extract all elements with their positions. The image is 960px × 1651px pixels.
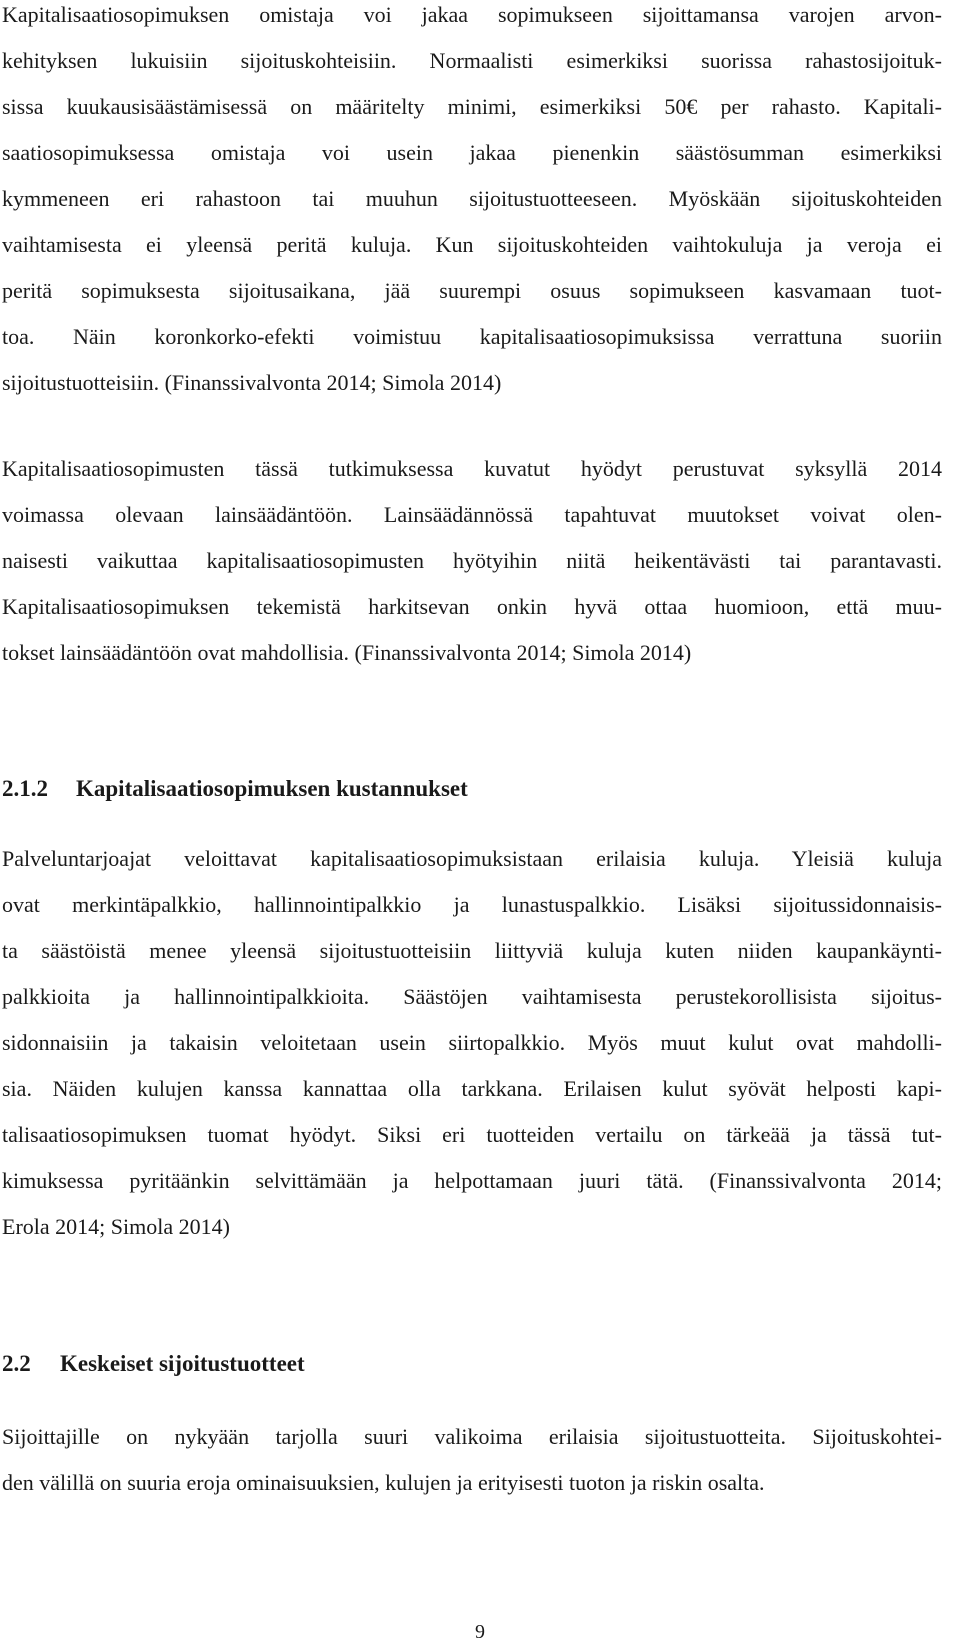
text-line: voimassa olevaan lainsäädäntöön. Lainsäädännössä tapahtuvat muutokset voivat olen- — [2, 502, 942, 527]
text-line: peritä sopimuksesta sijoitusaikana, jää suurempi osuus sopimukseen kasvamaan tuot- — [2, 278, 942, 303]
text-line: palkkioita ja hallinnointipalkkioita. Säästöjen vaihtamisesta perustekorollisista sijoitus- — [2, 984, 942, 1009]
text-line: Palveluntarjoajat veloittavat kapitalisaatiosopimuksistaan erilaisia kuluja. Yleisiä kuluja — [2, 846, 942, 871]
text-line: naisesti vaikuttaa kapitalisaatiosopimusten hyötyihin niitä heikentävästi tai parantavasti. — [2, 548, 942, 573]
section-number: 2.1.2 — [2, 776, 48, 801]
section-heading — [2, 774, 468, 804]
text-line: Kapitalisaatiosopimuksen tekemistä harkitsevan onkin hyvä ottaa huomioon, että muu- — [2, 594, 942, 619]
section-heading — [2, 1349, 305, 1379]
text-line: Sijoittajille on nykyään tarjolla suuri valikoima erilaisia sijoitustuotteita. Sijoituskohtei- — [2, 1424, 942, 1449]
text-line: Erola 2014; Simola 2014) — [2, 1214, 230, 1239]
text-line: sissa kuukausisäästämisessä on määritelty minimi, esimerkiksi 50€ per rahasto. Kapitali- — [2, 94, 942, 119]
text-line: tokset lainsäädäntöön ovat mahdollisia. (Finanssivalvonta 2014; Simola 2014) — [2, 640, 692, 665]
text-line: sia. Näiden kulujen kanssa kannattaa olla tarkkana. Erilaisen kulut syövät helposti kapi- — [2, 1076, 942, 1101]
text-line: ovat merkintäpalkkio, hallinnointipalkkio ja lunastuspalkkio. Lisäksi sijoitussidonnaisis- — [2, 892, 942, 917]
section-title: Kapitalisaatiosopimuksen kustannukset — [76, 776, 468, 801]
text-line: den välillä on suuria eroja ominaisuuksien, kulujen ja erityisesti tuoton ja riskin osalta. — [2, 1470, 765, 1495]
text-line: sijoitustuotteisiin. (Finanssivalvonta 2014; Simola 2014) — [2, 370, 502, 395]
text-line: toa. Näin koronkorko-efekti voimistuu kapitalisaatiosopimuksissa verrattuna suoriin — [2, 324, 942, 349]
section-number: 2.2 — [2, 1351, 31, 1376]
text-line: kimuksessa pyritäänkin selvittämään ja helpottamaan juuri tätä. (Finanssivalvonta 2014; — [2, 1168, 942, 1193]
text-line: kehityksen lukuisiin sijoituskohteisiin. Normaalisti esimerkiksi suorissa rahastosijoituk- — [2, 48, 942, 73]
page-number: 9 — [475, 1621, 485, 1643]
text-line: sidonnaisiin ja takaisin veloitetaan usein siirtopalkkio. Myös muut kulut ovat mahdolli- — [2, 1030, 942, 1055]
text-line: kymmeneen eri rahastoon tai muuhun sijoitustuotteeseen. Myöskään sijoituskohteiden — [2, 186, 942, 211]
text-line: Kapitalisaatiosopimuksen omistaja voi jakaa sopimukseen sijoittamansa varojen arvon- — [2, 2, 942, 27]
text-line: talisaatiosopimuksen tuomat hyödyt. Siksi eri tuotteiden vertailu on tärkeää ja tässä tut- — [2, 1122, 942, 1147]
text-line: Kapitalisaatiosopimusten tässä tutkimuksessa kuvatut hyödyt perustuvat syksyllä 2014 — [2, 456, 942, 481]
section-title: Keskeiset sijoitustuotteet — [60, 1351, 305, 1376]
text-line: ta säästöistä menee yleensä sijoitustuotteisiin liittyviä kuluja kuten niiden kaupankäynti- — [2, 938, 942, 963]
text-line: saatiosopimuksessa omistaja voi usein jakaa pienenkin säästösumman esimerkiksi — [2, 140, 942, 165]
text-line: vaihtamisesta ei yleensä peritä kuluja. Kun sijoituskohteiden vaihtokuluja ja veroja ei — [2, 232, 942, 257]
